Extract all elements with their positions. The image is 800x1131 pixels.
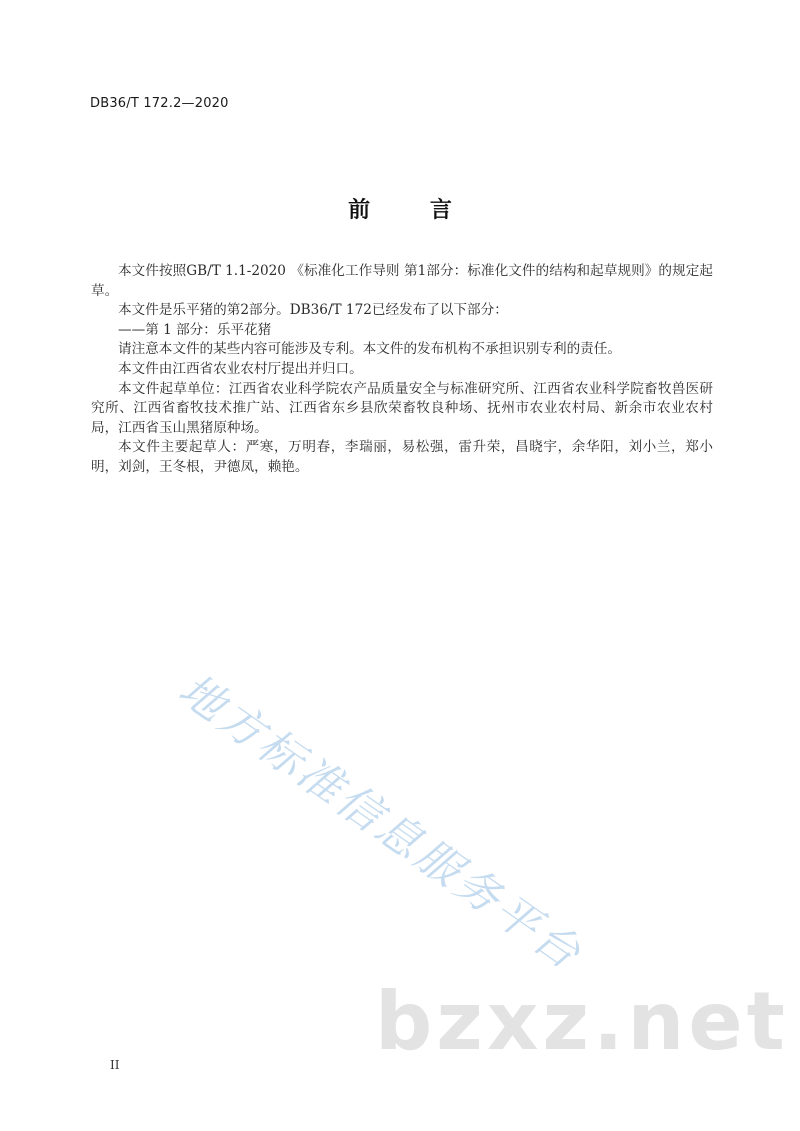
paragraph-drafters: 本文件主要起草人：严寒，万明春，李瑞丽，易松强，雷升荣，昌晓宇，余华阳，刘小兰，郑小明，刘剑，王冬根，尹德凤，赖艳。 — [91, 439, 713, 475]
foreword-body — [91, 262, 713, 478]
page-number: II — [110, 1058, 120, 1072]
page-title: 前 言 — [348, 198, 478, 223]
paragraph-part-list-item: ——第 1 部分：乐平花猪 — [118, 321, 272, 338]
paragraph-patent-notice: 请注意本文件的某些内容可能涉及专利。本文件的发布机构不承担识别专利的责任。 — [118, 341, 621, 358]
paragraph-drafting-units: 本文件起草单位：江西省农业科学院农产品质量安全与标准研究所、江西省农业科学院畜牧兽医研究所、江西省畜牧技术推广站、江西省东乡县欣荣畜牧良种场、抚州市农业农村局、新余市农业农村局，江西省玉山黑猪原种场。 — [91, 380, 713, 436]
paragraph-part-info: 本文件是乐平猪的第2部分。DB36/T 172已经发布了以下部分： — [118, 302, 508, 319]
watermark-chinese: 地方标准信息服务平台 — [169, 664, 592, 982]
watermark-site: bzxz.net — [375, 975, 789, 1068]
standard-code: DB36/T 172.2—2020 — [90, 96, 229, 111]
paragraph-drafting-rules: 本文件按照GB/T 1.1-2020 《标准化工作导则 第1部分：标准化文件的结构和起草规则》的规定起草。 — [91, 263, 713, 299]
paragraph-proposer: 本文件由江西省农业农村厅提出并归口。 — [118, 360, 363, 377]
